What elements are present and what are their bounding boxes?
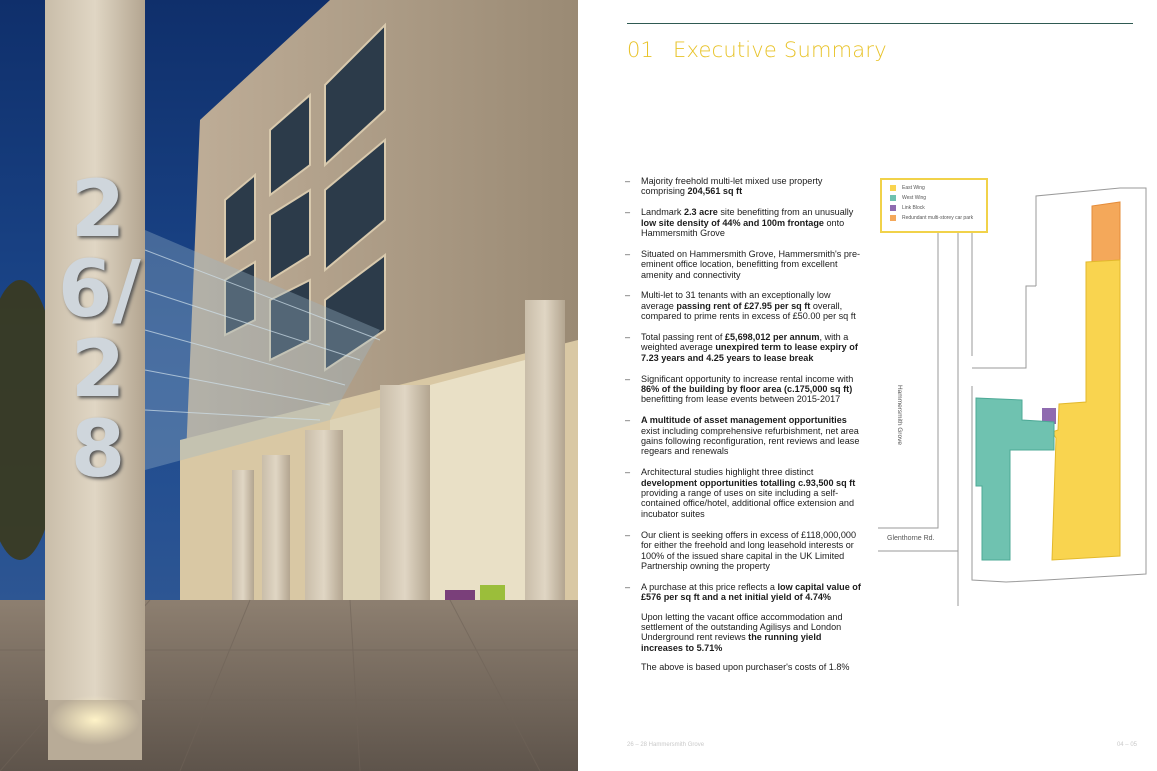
legend-item (890, 195, 926, 201)
summary-point-text: Architectural studies highlight three distinct development opportunities totalling c.93,500 sq ft providing a range of uses on site including a self-contained office/hotel, additional office extension and incubator suites (641, 467, 856, 519)
building-photo (0, 0, 578, 771)
section-number: 01 (627, 38, 655, 62)
summary-point (625, 290, 865, 321)
summary-point (625, 467, 865, 519)
map-legend (880, 178, 988, 233)
summary-point-text: Multi-let to 31 tenants with an exceptionally low average passing rent of £27.95 per sq ft overall, compared to prime rents in excess of £50.00 per sq ft (641, 290, 856, 322)
building-sign-number: 26/28 (58, 165, 141, 495)
bullet-dash: – (625, 176, 631, 186)
site-plan-map (876, 176, 1154, 616)
bullet-dash: – (625, 373, 631, 384)
legend-label: East Wing (902, 185, 925, 191)
summary-point-text: Situated on Hammersmith Grove, Hammersmith's pre-eminent office location, benefitting from excellent amenity and connectivity (641, 248, 861, 280)
summary-point-text: A purchase at this price reflects a low capital value of £576 per sq ft and a net initial yield of 4.74% (641, 581, 861, 603)
legend-swatch (890, 195, 896, 201)
summary-point (625, 332, 865, 363)
summary-point (625, 530, 865, 572)
street-label-hammersmith-grove: Hammersmith Grove (896, 385, 903, 445)
legend-label: Link Block (902, 205, 925, 211)
bullet-dash: – (625, 332, 631, 343)
section-heading (627, 38, 887, 62)
summary-point (625, 374, 865, 405)
footer-property-name: 26 – 28 Hammersmith Grove (627, 742, 705, 748)
bullet-dash: – (625, 467, 631, 478)
bullet-dash: – (625, 207, 631, 218)
top-rule (627, 23, 1133, 24)
bullet-dash: – (625, 415, 631, 426)
summary-point-text: Landmark 2.3 acre site benefitting from an unusually low site density of 44% and 100m frontage onto Hammersmith Grove (641, 207, 854, 239)
summary-point-text: A multitude of asset management opportunities exist including comprehensive refurbishment, net area gains following reconfiguration, rent reviews and lease regears and renewals (641, 415, 860, 457)
legend-item (890, 205, 925, 211)
legend-swatch (890, 205, 896, 211)
summary-point (625, 207, 865, 238)
bullet-dash: – (625, 581, 631, 592)
legend-item (890, 185, 925, 191)
summary-point (625, 582, 865, 673)
summary-point-text: Majority freehold multi-let mixed use property comprising 204,561 sq ft (641, 176, 823, 197)
bullet-dash: – (625, 290, 631, 301)
legend-label: West Wing (902, 195, 927, 201)
legend-item (890, 215, 973, 221)
summary-list (625, 176, 865, 683)
footer-page-numbers: 04 – 05 (1116, 742, 1137, 748)
legend-swatch (890, 185, 896, 191)
legend-swatch (890, 215, 896, 221)
summary-point (625, 249, 865, 280)
summary-note-text: Upon letting the vacant office accommodation and settlement of the outstanding Agilisys and London Underground rent reviews the running yield increases to 5.71% (641, 611, 843, 653)
section-title: Executive Summary (673, 38, 887, 62)
bullet-dash: – (625, 248, 631, 259)
summary-point-text: Significant opportunity to increase rental income with 86% of the building by floor area (c.175,000 sq ft) benefitting from lease events between 2015-2017 (641, 373, 854, 405)
bullet-dash: – (625, 529, 631, 540)
executive-summary-page (578, 0, 1157, 771)
legend-label: Redundant multi-storey car park (902, 215, 974, 221)
summary-point (625, 415, 865, 457)
street-label-glenthorne-rd: Glenthorne Rd. (887, 535, 935, 542)
summary-note-text: The above is based upon purchaser's costs of 1.8% (641, 662, 850, 673)
summary-point-text: Our client is seeking offers in excess of £118,000,000 for either the freehold and long leasehold interests or 100% of the issued share capital in the UK Limited Partnership owning the property (641, 529, 857, 571)
summary-point-text: Total passing rent of £5,698,012 per annum, with a weighted average unexpired term to lease expiry of 7.23 years and 4.25 years to lease break (641, 332, 858, 363)
summary-point (625, 176, 865, 197)
